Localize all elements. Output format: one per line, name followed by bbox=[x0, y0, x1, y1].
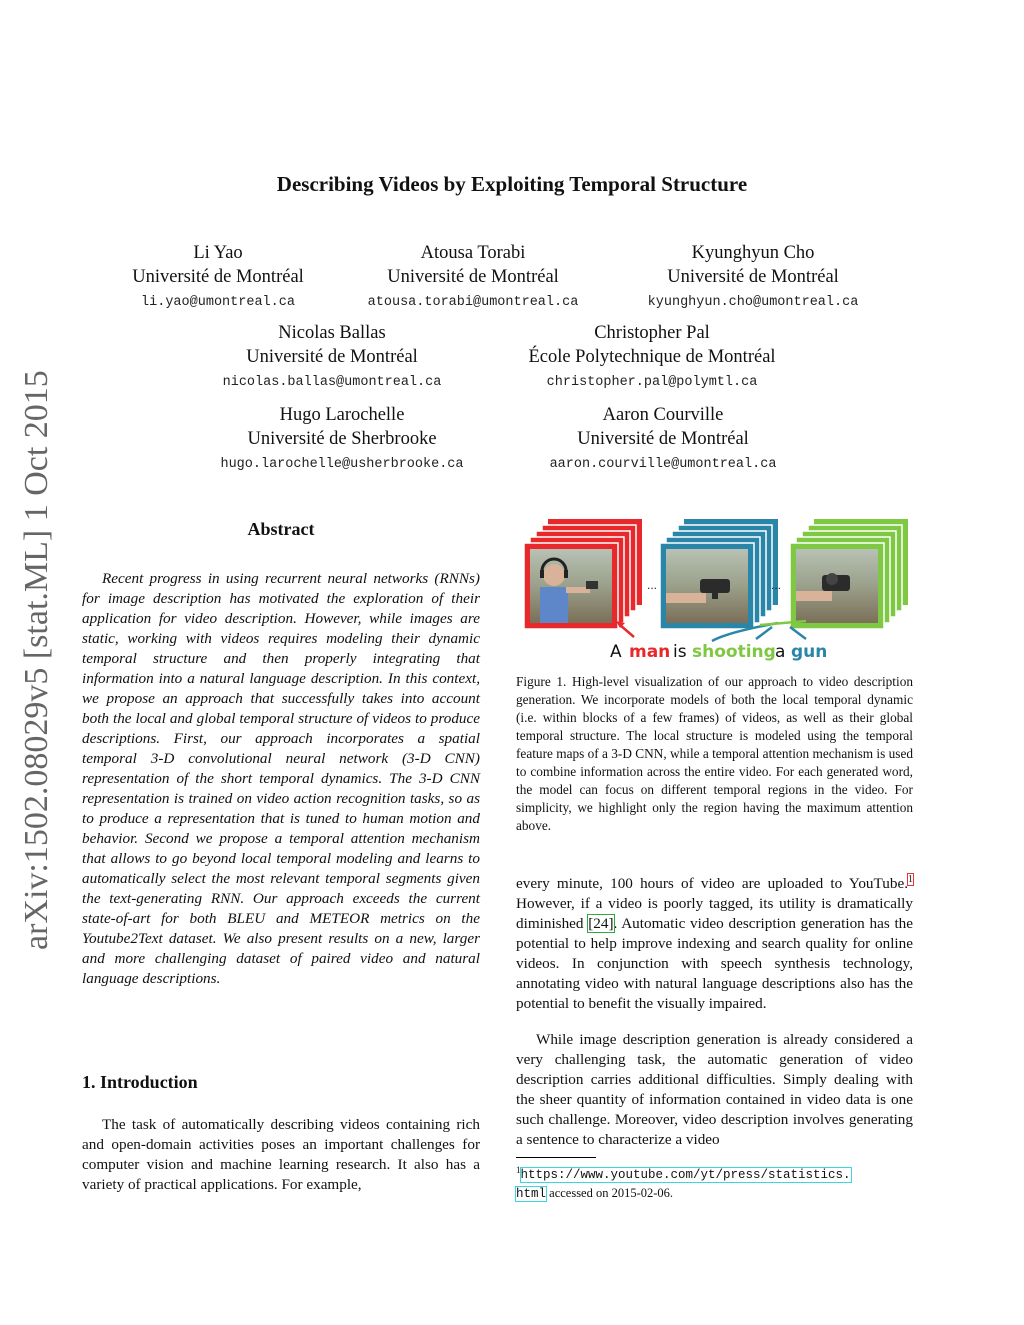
abstract-text: Recent progress in using recurrent neural networks (RNNs) for image description has motivated the exploration of their application for video description. However, while images are static, working with videos requires modeling their dynamic temporal structure and then properly integrating that information into a natural language description. In this context, we propose an approach that successfully takes into account both the local and global temporal structure of videos to produce descriptions. First, our approach incorporates a spatial temporal 3-D convolutional neural network (3-D CNN) representation of the short temporal dynamics. The 3-D CNN representation is trained on video action recognition tasks, so as to produce a representation that is tuned to human motion and behavior. Second we propose a temporal attention mechanism that allows to go beyond local temporal modeling and learns to automatically select the most relevant temporal segments given the text-generating RNN. Our approach exceeds the current state-of-art for both BLEU and METEOR metrics on the Youtube2Text dataset. We also present results on a new, larger and more challenging dataset of paired video and natural language descriptions. bbox=[82, 570, 480, 987]
author-name: Hugo Larochelle bbox=[279, 405, 405, 425]
ellipsis-2: ... bbox=[771, 578, 782, 592]
text-run: . Automatic video description generation has the potential to help improve indexing and search quality for online videos. In conjunction with speech synthesis technology, annotating video with natural language descriptions also has the potential to benefit the visually impaired. bbox=[516, 915, 914, 1013]
author-email[interactable]: li.yao@umontreal.ca bbox=[141, 295, 295, 310]
author-affiliation: Université de Montréal bbox=[667, 267, 839, 287]
author-email[interactable]: christopher.pal@polymtl.ca bbox=[546, 375, 758, 390]
author-name: Kyunghyun Cho bbox=[691, 243, 815, 263]
author-name: Christopher Pal bbox=[594, 323, 710, 343]
author-block bbox=[622, 241, 884, 315]
arxiv-sidebar: arXiv:1502.08029v5 [stat.ML] 1 Oct 2015 bbox=[18, 370, 55, 950]
author-name: Li Yao bbox=[193, 243, 243, 263]
right-paragraph-1 bbox=[516, 870, 913, 1014]
author-block bbox=[497, 321, 807, 395]
section-heading-introduction: 1. Introduction bbox=[82, 1072, 198, 1092]
author-name: Nicolas Ballas bbox=[278, 323, 386, 343]
author-affiliation: École Polytechnique de Montréal bbox=[528, 347, 776, 367]
intro-paragraph: The task of automatically describing videos containing rich and open-domain activities poses an important challenges for computer vision and machine learning research. It also has a variety of practical applications. For example, bbox=[82, 1116, 480, 1193]
author-block bbox=[520, 403, 806, 477]
sentence-word: is bbox=[673, 642, 687, 662]
author-email[interactable]: hugo.larochelle@usherbrooke.ca bbox=[220, 457, 464, 472]
sentence-word-gun: gun bbox=[791, 642, 828, 662]
author-email[interactable]: kyunghyun.cho@umontreal.ca bbox=[647, 295, 859, 310]
author-affiliation: Université de Montréal bbox=[577, 429, 749, 449]
abstract-heading: Abstract bbox=[247, 519, 315, 539]
author-affiliation: Université de Montréal bbox=[387, 267, 559, 287]
footnote-divider bbox=[516, 1157, 596, 1158]
generated-sentence bbox=[610, 642, 827, 662]
figure-1-illustration bbox=[516, 515, 916, 665]
footnote-ref-link[interactable]: 1 bbox=[908, 874, 913, 885]
footnote-number: 1 bbox=[516, 1165, 521, 1175]
author-affiliation: Université de Montréal bbox=[132, 267, 304, 287]
author-affiliation: Université de Montréal bbox=[246, 347, 418, 367]
text-run: However, if a video is poorly tagged, its utility is dramatically diminished bbox=[516, 895, 913, 933]
figure-1 bbox=[516, 515, 916, 665]
right-paragraph-2: While image description generation is already considered a very challenging task, the automatic generation of video description carries additional difficulties. Simply dealing with the sheer quantity of information contained in video data is one such challenge. Moreover, video description involves generating a sentence to characterize a video bbox=[516, 1031, 913, 1148]
blue-frame-stack bbox=[660, 519, 778, 629]
figure-1-caption: Figure 1. High-level visualization of our approach to video description generation. We incorporate models of both the local temporal dynamic (i.e. within blocks of a few frames) of videos, as well as their global temporal structure. The local structure is modeled using the temporal feature maps of a 3-D CNN, while a temporal attention mechanism is used to combine information across the entire video. For each generated word, the model can focus on different temporal regions in the video. For simplicity, we highlight only the region having the maximum attention above. bbox=[516, 674, 913, 833]
author-block bbox=[98, 241, 338, 315]
footnote-url-link[interactable]: https://www.youtube.com/yt/press/statistics. bbox=[520, 1168, 851, 1183]
author-block bbox=[343, 241, 603, 315]
text-run: every minute, 100 hours of video are uploaded to YouTube. bbox=[516, 875, 908, 893]
footnote bbox=[516, 1161, 916, 1203]
sentence-word-man: man bbox=[629, 642, 671, 662]
sentence-word: a bbox=[775, 642, 786, 662]
author-block bbox=[200, 321, 464, 395]
citation-link[interactable]: [24] bbox=[588, 915, 614, 933]
author-name: Aaron Courville bbox=[602, 405, 724, 425]
ellipsis-1: ... bbox=[647, 578, 658, 592]
sentence-word: A bbox=[610, 642, 622, 662]
green-frame-stack bbox=[790, 519, 908, 629]
author-email[interactable]: nicolas.ballas@umontreal.ca bbox=[222, 375, 442, 390]
red-frame-stack bbox=[524, 519, 642, 629]
footnote-text: accessed on 2015-02-06. bbox=[546, 1186, 674, 1201]
sentence-word-shooting: shooting bbox=[692, 642, 776, 662]
author-email[interactable]: atousa.torabi@umontreal.ca bbox=[367, 295, 579, 310]
author-block bbox=[196, 403, 488, 477]
footnote-url-link[interactable]: html bbox=[516, 1187, 547, 1202]
author-affiliation: Université de Sherbrooke bbox=[247, 429, 437, 449]
paper-title: Describing Videos by Exploiting Temporal Structure bbox=[276, 172, 748, 196]
author-email[interactable]: aaron.courville@umontreal.ca bbox=[549, 457, 777, 472]
author-name: Atousa Torabi bbox=[420, 243, 526, 263]
